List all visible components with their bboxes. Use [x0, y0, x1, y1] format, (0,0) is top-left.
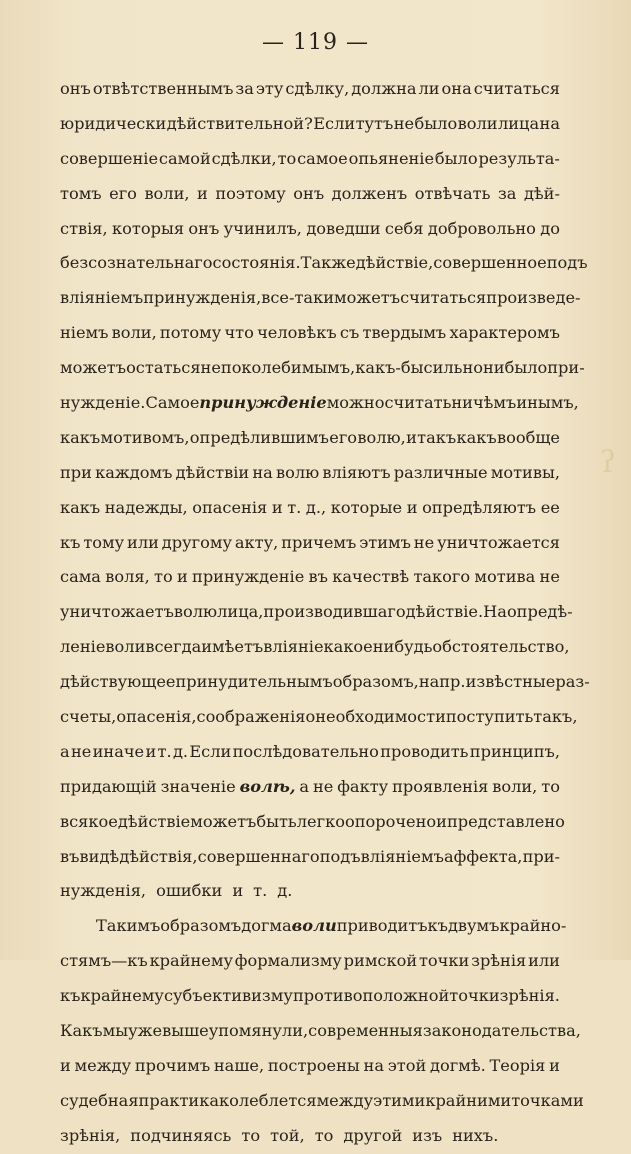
word: какъ-бы: [355, 358, 424, 378]
word: крайнему: [80, 986, 164, 1006]
word: всегда: [145, 637, 202, 657]
word: Такимъ: [96, 916, 161, 936]
word: за: [235, 79, 254, 98]
word: онъ: [188, 218, 220, 238]
word: извѣстные: [465, 672, 556, 692]
word: считать: [384, 393, 452, 413]
word: можетъ: [60, 358, 127, 378]
word: воли,: [111, 323, 157, 343]
word: волѣ,: [239, 776, 296, 796]
word: и: [406, 497, 418, 517]
word: представлено: [446, 811, 565, 831]
word: уничтожаетъ: [60, 602, 174, 622]
word: имѣетъ: [201, 637, 264, 657]
word: вообще: [497, 427, 560, 447]
word: легко: [296, 811, 345, 831]
word: вліяніемъ: [360, 846, 444, 866]
word: дѣйствіи: [175, 462, 250, 482]
word: изъ: [412, 1125, 443, 1145]
word: крайно-: [499, 916, 567, 936]
text-line: [60, 1119, 560, 1154]
text-line: [60, 491, 560, 526]
word: было: [434, 148, 478, 168]
word: т.: [157, 741, 172, 761]
text-line: [60, 316, 560, 351]
word: тому: [83, 532, 125, 552]
word: то: [277, 148, 297, 168]
word: прочимъ: [134, 1055, 211, 1075]
word: судебная: [60, 1090, 139, 1110]
word: нужденіе.: [60, 393, 146, 413]
text-line: [60, 526, 560, 561]
word: ни: [483, 358, 505, 378]
word: построены: [267, 1055, 360, 1075]
word: ніемъ: [60, 323, 109, 343]
word: такого: [413, 567, 471, 587]
word: при-: [522, 846, 560, 866]
word: той,: [270, 1125, 305, 1145]
word: надежды,: [104, 497, 188, 517]
word: производившаго: [263, 602, 406, 622]
word: и: [60, 1055, 71, 1075]
word: этимъ: [359, 532, 411, 552]
word: догма: [241, 916, 292, 936]
word: опредѣлившимъ: [189, 427, 329, 447]
word: было: [504, 358, 548, 378]
word: о: [305, 707, 316, 727]
word: поэтому: [215, 183, 286, 203]
word: воли: [105, 637, 146, 657]
word: Если: [189, 741, 232, 761]
text-line: [60, 351, 585, 386]
word: воли: [291, 916, 337, 936]
word: и: [232, 881, 244, 901]
word: быть: [256, 811, 297, 831]
text-line: [60, 386, 579, 421]
word: поступить: [445, 707, 534, 727]
word: проводить: [380, 741, 469, 761]
text-line: [60, 142, 560, 177]
word: современныя: [308, 1021, 423, 1041]
word: и: [176, 567, 188, 587]
word: Также: [300, 253, 356, 273]
word: соображенія: [196, 707, 306, 727]
word: можно: [326, 393, 385, 413]
word: опредѣ-: [506, 602, 573, 622]
word: отвѣчать: [414, 183, 491, 203]
word: и: [549, 1055, 560, 1075]
text-line: [60, 595, 573, 630]
word: инымъ,: [516, 393, 579, 413]
word: образомъ,: [332, 672, 419, 692]
word: ошибки: [156, 881, 223, 901]
word: не: [70, 741, 92, 761]
word: акту,: [234, 532, 279, 552]
word: чѣмъ: [472, 393, 517, 413]
text-line: [60, 909, 567, 944]
word: дѣйствующее: [60, 672, 176, 692]
word: другому: [161, 532, 232, 552]
word: томъ: [60, 183, 102, 203]
word: произведе-: [486, 288, 581, 308]
word: къ: [60, 532, 81, 552]
word: какъ: [456, 427, 497, 447]
text-line: [60, 700, 578, 735]
word: какъ: [60, 497, 101, 517]
word: онъ: [60, 79, 91, 98]
word: воли,: [492, 776, 538, 796]
word: ствія,: [60, 218, 108, 238]
word: уже: [128, 1021, 163, 1041]
word: добровольно: [427, 218, 536, 238]
word: опасенія: [192, 497, 268, 517]
word: при: [60, 462, 92, 482]
word: воли: [457, 113, 498, 133]
word: другой: [343, 1125, 403, 1145]
word: приводитъ: [336, 916, 428, 936]
text-line: [60, 421, 560, 456]
word: вліяніе: [263, 637, 324, 657]
word: подъ: [546, 253, 588, 273]
word: леніе: [60, 637, 106, 657]
word: двумъ: [447, 916, 500, 936]
word: и: [271, 497, 283, 517]
word: сдѣлки,: [211, 148, 277, 168]
word: долженъ: [331, 183, 408, 203]
word: аффекта,: [444, 846, 523, 866]
word: а: [60, 741, 70, 761]
word: между: [316, 1090, 374, 1110]
word: совершенное: [433, 253, 547, 273]
word: мы: [102, 1021, 129, 1041]
word: можетъ: [334, 288, 401, 308]
word: Самое: [145, 393, 200, 413]
word: сдѣлку,: [285, 79, 350, 98]
word: этими: [373, 1090, 426, 1110]
word: наше,: [213, 1055, 265, 1075]
word: ли: [418, 79, 440, 98]
text-line: [60, 630, 570, 665]
word: состоянія.: [212, 253, 301, 273]
word: сама: [60, 567, 101, 587]
word: практика: [138, 1090, 219, 1110]
word: человѣкъ: [257, 323, 337, 343]
word: и: [406, 427, 417, 447]
word: дѣйствіе.: [405, 602, 484, 622]
word: принужденіе: [199, 393, 327, 413]
word: уничтожается: [437, 532, 560, 552]
word: эту: [255, 79, 284, 98]
word: которые: [330, 497, 403, 517]
word: считаться: [400, 288, 487, 308]
word: и: [145, 741, 157, 761]
word: значеніе: [160, 776, 236, 796]
text-line: [60, 979, 560, 1014]
word: напр.: [418, 672, 466, 692]
word: и: [197, 183, 208, 203]
word: каждомъ: [95, 462, 173, 482]
word: на: [252, 462, 273, 482]
word: самой: [158, 148, 211, 168]
word: къ: [60, 986, 81, 1006]
word: и: [436, 811, 447, 831]
word: необходимости: [315, 707, 446, 727]
word: то: [154, 567, 173, 587]
word: проявленія: [392, 776, 489, 796]
word: мотивы,: [490, 462, 560, 482]
word: остаться: [126, 358, 201, 378]
word: къ: [427, 916, 448, 936]
word: точки: [418, 951, 470, 971]
word: опьяненіе: [348, 148, 435, 168]
word: что: [224, 323, 254, 343]
word: съ: [339, 323, 360, 343]
word: непоколебимымъ,: [200, 358, 356, 378]
word: принужденіе: [192, 567, 305, 587]
word: д.: [172, 741, 189, 761]
word: его: [329, 427, 358, 447]
word: въ: [308, 567, 328, 587]
word: д.: [277, 881, 293, 901]
word: юридически: [60, 113, 167, 133]
word: можетъ: [190, 811, 257, 831]
word: какое: [323, 637, 373, 657]
word: На: [483, 602, 507, 622]
word: она: [441, 79, 472, 98]
word: законодательства,: [422, 1021, 581, 1041]
word: факту: [337, 776, 389, 796]
text-line: [60, 560, 560, 595]
word: придающій: [60, 776, 157, 796]
word: должна: [351, 79, 417, 98]
word: потому: [159, 323, 222, 343]
word: на: [363, 1055, 384, 1075]
word: римской: [343, 951, 418, 971]
text-line: [60, 1014, 581, 1049]
word: волю: [173, 602, 218, 622]
word: всякое: [60, 811, 118, 831]
word: воля,: [105, 567, 150, 587]
word: мотива: [474, 567, 536, 587]
word: выше: [162, 1021, 209, 1041]
word: послѣдовательно: [232, 741, 379, 761]
word: зрѣнія,: [60, 1125, 121, 1145]
word: учинилъ,: [223, 218, 302, 238]
word: Если: [313, 113, 356, 133]
text-line: [60, 72, 560, 107]
word: мотивомъ,: [100, 427, 190, 447]
word: дѣйствіе,: [355, 253, 434, 273]
word: онъ: [293, 183, 325, 203]
word: самое: [297, 148, 348, 168]
word: или: [528, 951, 560, 971]
word: нужденія,: [60, 881, 147, 901]
word: считаться: [473, 79, 560, 98]
word: дѣйствительной?: [166, 113, 313, 133]
text-line: [60, 281, 581, 316]
word: результа-: [478, 148, 560, 168]
word: принудительнымъ: [175, 672, 333, 692]
word: то: [241, 1125, 261, 1145]
word: лица: [497, 113, 540, 133]
word: совершеніе: [60, 148, 159, 168]
word: было: [414, 113, 458, 133]
word: принужденія,: [143, 288, 262, 308]
page-number: — 119 —: [262, 30, 369, 55]
word: въ: [60, 846, 80, 866]
word: иначе: [92, 741, 145, 761]
word: характеромъ: [449, 323, 560, 343]
text-line: [60, 456, 560, 491]
word: при-: [547, 358, 585, 378]
text-line: [60, 665, 590, 700]
word: обстоятельство,: [432, 637, 570, 657]
word: твердымъ: [362, 323, 447, 343]
text-line: [60, 107, 560, 142]
text-line: [60, 874, 560, 909]
word: такъ,: [533, 707, 578, 727]
word: отвѣтственнымъ: [92, 79, 234, 98]
word: раз-: [555, 672, 590, 692]
word: воли,: [144, 183, 190, 203]
word: а: [299, 776, 310, 796]
word: не: [312, 776, 334, 796]
word: образомъ: [160, 916, 242, 936]
word: доведши: [306, 218, 381, 238]
word: ее: [540, 497, 560, 517]
word: формализму: [234, 951, 342, 971]
word: на: [539, 113, 560, 133]
word: Какъ: [60, 1021, 103, 1041]
word: зрѣнія.: [499, 986, 560, 1006]
text-line: [60, 1084, 584, 1119]
word: стямъ—къ: [60, 951, 148, 971]
word: дѣй-: [523, 183, 560, 203]
word: точки: [449, 986, 500, 1006]
text-line: [60, 840, 560, 875]
word: за: [497, 183, 517, 203]
word: сильно: [423, 358, 484, 378]
text-line: [60, 212, 560, 247]
word: Теорія: [489, 1055, 546, 1075]
text-line: [60, 944, 560, 979]
word: то: [314, 1125, 334, 1145]
word: ни: [451, 393, 473, 413]
word: не: [393, 113, 415, 133]
word: опорочено: [344, 811, 437, 831]
word: догмѣ.: [430, 1055, 486, 1075]
word: т.: [287, 497, 302, 517]
word: волю: [275, 462, 320, 482]
word: различные: [393, 462, 488, 482]
text-line: [60, 735, 560, 770]
word: принципъ,: [469, 741, 560, 761]
word: его: [109, 183, 137, 203]
word: дѣйствія,: [119, 846, 198, 866]
word: субъективизму: [163, 986, 293, 1006]
word: т.: [253, 881, 268, 901]
word: зрѣнія: [471, 951, 527, 971]
word: нихъ.: [452, 1125, 499, 1145]
word: упомянули,: [208, 1021, 309, 1041]
word: себя: [384, 218, 424, 238]
page-body-text: [60, 72, 590, 1154]
word: волю,: [357, 427, 406, 447]
text-line: [60, 770, 560, 805]
word: вліяютъ: [322, 462, 391, 482]
word: нибудь: [372, 637, 433, 657]
word: или: [127, 532, 159, 552]
word: между: [74, 1055, 132, 1075]
word: колеблется: [218, 1090, 317, 1110]
word: подъ: [319, 846, 361, 866]
word: точками: [511, 1090, 584, 1110]
word: не: [539, 567, 560, 587]
text-line: [60, 177, 560, 212]
word: качествѣ: [332, 567, 410, 587]
word: опредѣляютъ: [422, 497, 537, 517]
word: опасенія,: [116, 707, 197, 727]
text-line: [60, 805, 565, 840]
word: не: [413, 532, 435, 552]
word: противоположной: [292, 986, 450, 1006]
word: до: [540, 218, 560, 238]
word: тутъ: [355, 113, 394, 133]
word: все-таки: [261, 288, 334, 308]
word: этой: [387, 1055, 427, 1075]
word: которыя: [112, 218, 185, 238]
word: причемъ: [281, 532, 357, 552]
margin-stain-icon: ʔ: [600, 445, 617, 480]
word: безсознательнаго: [60, 253, 213, 273]
word: какъ: [60, 427, 101, 447]
text-line: [60, 1049, 560, 1084]
word: подчиняясь: [130, 1125, 232, 1145]
word: д.,: [305, 497, 327, 517]
word: вліяніемъ: [60, 288, 144, 308]
word: крайними: [425, 1090, 512, 1110]
word: счеты,: [60, 707, 117, 727]
word: то: [541, 776, 560, 796]
word: такъ: [417, 427, 457, 447]
text-line: [60, 246, 588, 281]
word: совершеннаго: [197, 846, 320, 866]
word: видѣ: [79, 846, 120, 866]
word: лица,: [217, 602, 264, 622]
word: дѣйствіе: [117, 811, 191, 831]
word: крайнему: [149, 951, 233, 971]
